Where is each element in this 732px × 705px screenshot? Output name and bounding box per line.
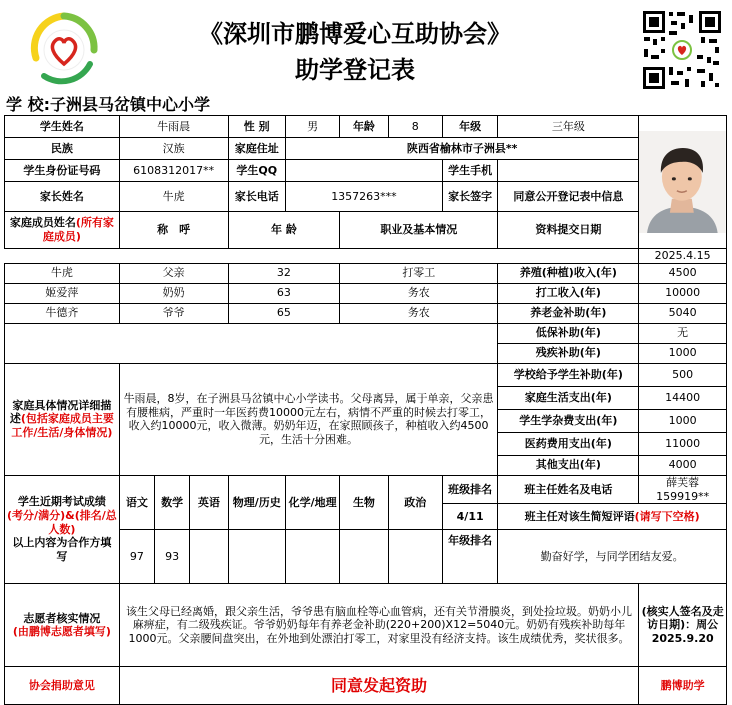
heart-logo-icon [22,6,106,90]
family-situation-note: (包括家庭成员主要工作/生活/身体情况) [11,412,114,440]
finance-label: 低保补助(年) [498,323,639,343]
finance-label: 其他支出(年) [498,455,639,475]
org-name: 鹏博助学 [639,667,727,705]
subject-header: 生物 [340,475,388,530]
student-name-label: 学生姓名 [5,116,120,138]
student-name: 牛雨晨 [119,116,228,138]
relation-header: 称 呼 [119,212,228,249]
subject-score [388,530,442,584]
finance-label: 学校给予学生补助(年) [498,363,639,386]
volunteer-note: (由鹏博志愿者填写) [12,625,111,639]
school-line [6,92,210,115]
family-member-job: 务农 [340,303,498,323]
subject-score [190,530,228,584]
ethnicity-value: 汉族 [119,138,228,160]
donation-opinion: 同意发起资助 [119,667,639,705]
subject-header: 英语 [190,475,228,530]
family-member-relation: 奶奶 [119,283,228,303]
registration-table [4,115,727,705]
volunteer-label [5,584,120,667]
volunteer-title: 志愿者核实情况 [23,611,101,625]
family-member-relation: 父亲 [119,263,228,283]
parent-phone: 1357263*** [285,182,442,212]
qq-label: 学生QQ [228,160,285,182]
age-header: 年 龄 [228,212,340,249]
parent-name-label: 家长姓名 [5,182,120,212]
finance-value: 无 [639,323,727,343]
agree-disclosure: 同意公开登记表中信息 [498,182,639,212]
phone-value [498,160,639,182]
phone-label: 学生手机 [442,160,497,182]
finance-label: 医药费用支出(年) [498,432,639,455]
finance-value: 4000 [639,455,727,475]
family-member-age: 63 [228,283,340,303]
gender-label: 性 别 [228,116,285,138]
id-value: 6108312017** [119,160,228,182]
subject-score [228,530,285,584]
address-label: 家庭住址 [228,138,285,160]
school-value: 子洲县马岔镇中心小学 [49,95,210,114]
ethnicity-label: 民族 [5,138,120,160]
finance-value: 10000 [639,283,727,303]
job-header: 职业及基本情况 [340,212,498,249]
page-subtitle: 助学登记表 [295,55,415,84]
teacher-comment: 勤奋好学，与同学团结友爱。 [498,530,727,584]
exam-note: (考分/满分)&(排名/总人数) [7,508,117,536]
finance-value: 5040 [639,303,727,323]
family-member-age: 65 [228,303,340,323]
family-member-relation: 爷爷 [119,303,228,323]
class-rank-value: 4/11 [442,504,497,530]
finance-label: 学生学杂费支出(年) [498,409,639,432]
student-photo [639,131,726,234]
family-member-name: 牛虎 [5,263,120,283]
finance-label: 养殖(种植)收入(年) [498,263,639,283]
comment-note: (请写下空格) [634,509,700,523]
page-title: 《深圳市鹏博爱心互助协会》 [199,19,511,48]
subject-header: 语文 [119,475,154,530]
finance-label: 家庭生活支出(年) [498,386,639,409]
finance-value: 500 [639,363,727,386]
family-member-header [5,212,120,249]
header [0,0,732,92]
finance-label: 养老金补助(年) [498,303,639,323]
grade-rank-label: 年级排名 [442,530,497,584]
school-label: 学 校: [6,95,50,114]
subject-score [285,530,339,584]
family-member-age: 32 [228,263,340,283]
subject-score [340,530,388,584]
comment-label [498,504,727,530]
family-situation-text: 牛雨晨，8岁，在子洲县马岔镇中心小学读书。父母离异，属于单亲，父亲患有腰椎病，严重时一年医药费10000元左右，病情不严重的时候去打零工，收入约10000元，收入微薄。奶奶年迈，在家照顾孩子，种植收入约4500元，生活十分困难。 [119,363,498,475]
parent-sign-label: 家长签字 [442,182,497,212]
family-member-header-note: (所有家庭成员) [42,216,114,243]
finance-label: 打工收入(年) [498,283,639,303]
age-value: 8 [388,116,442,138]
family-member-name: 牛德齐 [5,303,120,323]
subject-score: 93 [155,530,190,584]
finance-value: 14400 [639,386,727,409]
submit-date-label: 资料提交日期 [498,212,639,249]
exam-label [5,475,120,584]
family-member-job: 务农 [340,283,498,303]
finance-value: 1000 [639,343,727,363]
family-member-name: 姬爱萍 [5,283,120,303]
grade-value: 三年级 [498,116,639,138]
qr-code-icon [641,9,723,91]
empty-family-row [5,323,498,363]
id-label: 学生身份证号码 [5,160,120,182]
parent-name: 牛虎 [119,182,228,212]
grade-label: 年级 [442,116,497,138]
family-situation-title: 家庭具体情况详细描述 [9,398,112,426]
parent-phone-label: 家长电话 [228,182,285,212]
subject-score: 97 [119,530,154,584]
donation-opinion-label: 协会捐助意见 [5,667,120,705]
address-value: 陕西省榆林市子洲县** [285,138,638,160]
age-label: 年龄 [340,116,388,138]
subject-header: 物理/历史 [228,475,285,530]
finance-value: 11000 [639,432,727,455]
qq-value [285,160,442,182]
volunteer-text: 该生父母已经离婚，跟父亲生活，爷爷患有脑血栓等心血管病，还有关节滑膜炎，到处捡垃圾。奶奶小儿麻痹症，有二级残疾证。爷爷奶奶每年有养老金补助(220+200)X12=5040元。奶奶有残疾补助每年1000元。父亲腰间盘突出，在外地到处漂泊打零工，对家里没有经济支持。该生成绩优秀，奖状很多。 [119,584,639,667]
finance-value: 4500 [639,263,727,283]
subject-header: 数学 [155,475,190,530]
subject-header: 政治 [388,475,442,530]
gender-value: 男 [285,116,339,138]
family-member-job: 打零工 [340,263,498,283]
finance-value: 1000 [639,409,727,432]
student-photo-cell [639,116,727,249]
submit-date-value: 2025.4.15 [639,249,727,264]
finance-label: 残疾补助(年) [498,343,639,363]
verifier-sign: (核实人签名及走访日期)：周公 2025.9.20 [639,584,727,667]
class-rank-label: 班级排名 [442,475,497,504]
subject-header: 化学/地理 [285,475,339,530]
exam-title: 学生近期考试成绩 [17,495,106,509]
family-situation-label [5,363,120,475]
family-member-header-label: 家庭成员姓名 [9,216,76,230]
teacher-label: 班主任姓名及电话 [498,475,639,504]
comment-title: 班主任对该生简短评语 [524,509,635,523]
exam-tail: 以上内容为合作方填写 [12,536,112,564]
teacher-value: 薛芙蓉159919** [639,475,727,504]
